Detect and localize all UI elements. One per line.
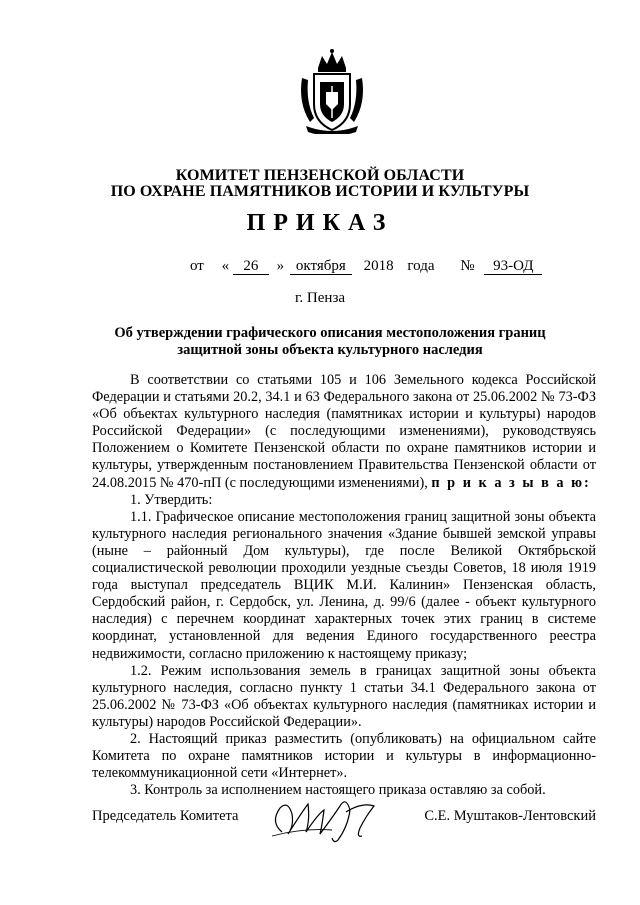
item-2: 2. Настоящий приказ разместить (опубликовать) на официальном сайте Комитета по охране памятников истории и культуры в информационно-телекоммуникационной сети «Интернет». xyxy=(92,730,596,782)
open-quote: « xyxy=(221,258,230,274)
item-1-2: 1.2. Режим использования земель в границах защитной зоны объекта культурного наследия, согласно пункту 1 статьи 34.1 Федерального закона от 25.06.2002 № 73-ФЗ «Об объектах культурного наследия (памятниках истории и культуры) народов Российской Федерации». xyxy=(92,662,596,730)
handwritten-signature xyxy=(262,792,412,844)
number-label: № xyxy=(460,258,475,274)
order-month: октября xyxy=(290,258,352,275)
preamble-paragraph xyxy=(92,372,596,492)
org-name-line2: ПО ОХРАНЕ ПАМЯТНИКОВ ИСТОРИИ И КУЛЬТУРЫ xyxy=(110,183,530,200)
city: г. Пенза xyxy=(294,290,346,306)
signatory-name: С.Е. Муштаков-Лентовский xyxy=(424,808,596,824)
year-label: года xyxy=(407,258,435,274)
order-number: 93-ОД xyxy=(484,258,542,275)
document-heading xyxy=(100,325,560,359)
from-label: от xyxy=(190,258,204,274)
order-day: 26 xyxy=(233,258,269,275)
heading-line2: защитной зоны объекта культурного наследия xyxy=(177,342,483,358)
org-name-line1: КОМИТЕТ ПЕНЗЕНСКОЙ ОБЛАСТИ xyxy=(175,167,465,184)
heading-line1: Об утверждении графического описания местоположения границ xyxy=(114,325,546,341)
coat-of-arms-icon xyxy=(296,48,368,134)
signature-block xyxy=(92,804,596,854)
item-1: 1. Утвердить: xyxy=(130,491,213,508)
document-type: ПРИКАЗ xyxy=(246,210,394,236)
order-word: п р и к а з ы в а ю: xyxy=(431,474,591,491)
order-year: 2018 xyxy=(363,258,394,274)
preamble-text: В соответствии со статьями 105 и 106 Земельного кодекса Российской Федерации и статьями 20.2, 34.1 и 63 Федерального закона от 25.06.2002 № 73-ФЗ «Об объектах культурного наследия (памятниках истории и культуры) народов Российской Федерации» (с последующими изменениями), руководствуясь Положением о Комитете Пензенской области по охране памятников истории и культуры, утвержденным постановлением Правительства Пензенской области от 24.08.2015 № 470-пП (с последующими изменениями), xyxy=(92,372,596,491)
signatory-position: Председатель Комитета xyxy=(92,808,239,824)
item-1-1: 1.1. Графическое описание местоположения границ защитной зоны объекта культурного наследия регионального значения «Здание бывшей земской управы (ныне – районный Дом культуры), где после Великой Октябрьской социалистической революции проходили уездные съезды Советов, 18 июля 1919 года выступал председатель ВЦИК М.И. Калинин» Пензенская область, Сердобский район, г. Сердобск, ул. Ленина, д. 99/6 (далее - объект культурного наследия) с перечнем координат характерных точек этих границ в системе координат, установленной для ведения Единого государственного реестра недвижимости, согласно приложению к настоящему приказу; xyxy=(92,508,596,662)
document-body xyxy=(92,372,596,799)
close-quote: » xyxy=(276,258,285,274)
dateline xyxy=(190,258,542,275)
item-3: 3. Контроль за исполнением настоящего приказа оставляю за собой. xyxy=(130,782,546,799)
